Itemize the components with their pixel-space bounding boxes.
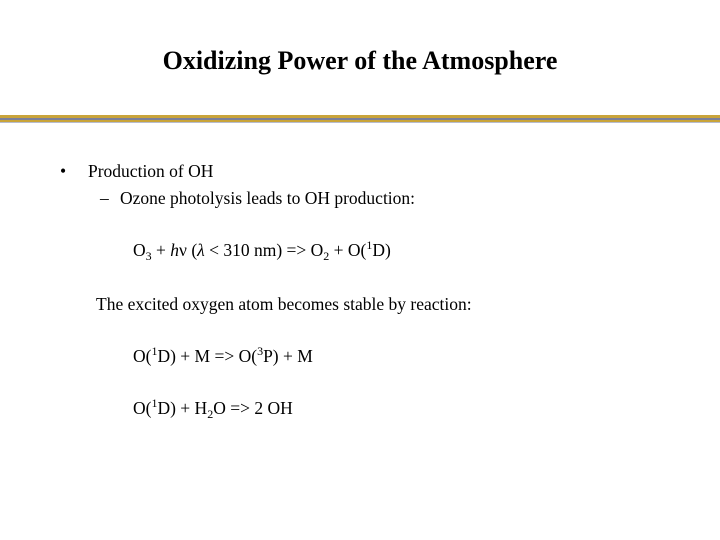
sub-bullet-dash: – — [100, 188, 109, 208]
bullet-marker: • — [60, 161, 67, 181]
equation-oh-production: $O(^1D) + H_2O => 2$ OH — [133, 396, 293, 421]
equation-quenching: O($^1$D) + M => O($^3$P) + M — [133, 344, 313, 366]
paragraph-excited-oxygen: The excited oxygen atom becomes stable by reaction: — [96, 294, 472, 314]
sub-bullet-ozone-photolysis: Ozone photolysis leads to OH production: — [120, 188, 416, 208]
equation-ozone-photolysis: $O_3 + h\nu$ (λ < 310 $nm) => O_2 + O(^1D)$ — [133, 238, 391, 263]
bullet-text-production-of-oh: Production of OH — [88, 161, 214, 181]
slide-title: Oxidizing Power of the Atmosphere — [162, 46, 558, 75]
divider-line-light — [0, 122, 720, 123]
